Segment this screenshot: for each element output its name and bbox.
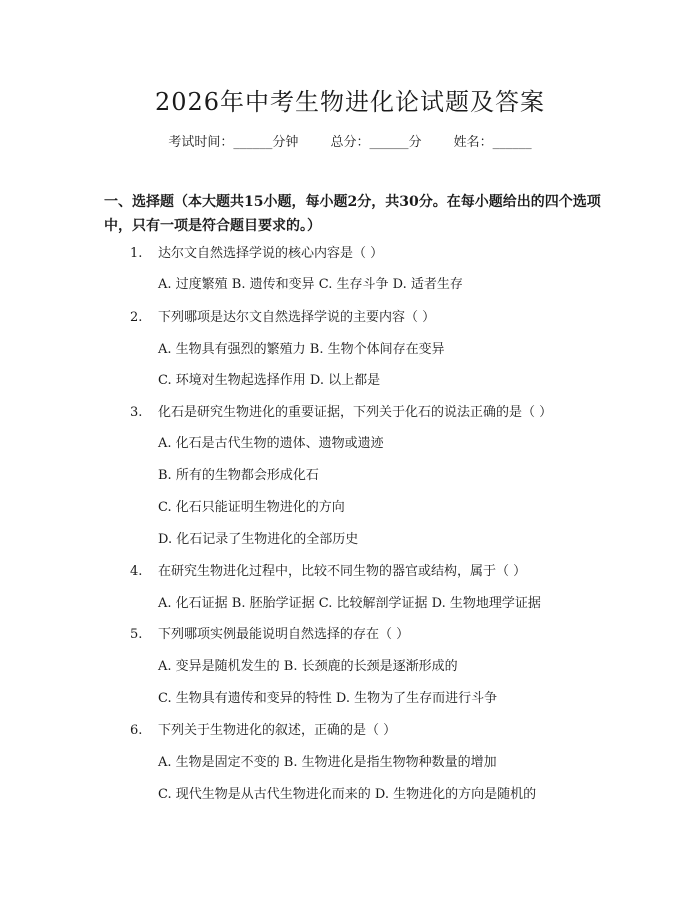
question-6 [130,722,396,740]
question-3-option-b: B. 所有的生物都会形成化石 [158,468,319,483]
student-name: 姓名：______ [453,135,532,150]
question-2 [130,309,435,327]
question-text: 在研究生物进化过程中，比较不同生物的器官或结构，属于（ ） [158,564,527,579]
question-text: 达尔文自然选择学说的核心内容是（ ） [158,246,384,261]
question-text: 下列关于生物进化的叙述，正确的是（ ） [158,723,397,738]
question-text: 下列哪项是达尔文自然选择学说的主要内容（ ） [158,310,436,325]
question-5 [130,626,409,644]
question-3 [130,404,552,422]
question-6-options-row-2: C. 现代生物是从古代生物进化而来的 D. 生物进化的方向是随机的 [158,787,537,802]
question-text: 化石是研究生物进化的重要证据，下列关于化石的说法正确的是（ ） [158,405,553,420]
question-5-options-row-1: A. 变异是随机发生的 B. 长颈鹿的长颈是逐渐形成的 [158,659,458,674]
exam-score: 总分：______分 [330,135,422,150]
question-number: 5. [130,627,143,642]
question-2-options-row-1: A. 生物具有强烈的繁殖力 B. 生物个体间存在变异 [158,342,445,357]
question-3-option-d: D. 化石记录了生物进化的全部历史 [158,532,359,547]
question-4-options: A. 化石证据 B. 胚胎学证据 C. 比较解剖学证据 D. 生物地理学证据 [158,596,541,611]
question-2-options-row-2: C. 环境对生物起选择作用 D. 以上都是 [158,373,381,388]
exam-title: 2026年中考生物进化论试题及答案 [154,88,546,116]
exam-time: 考试时间：______分钟 [168,135,299,150]
exam-meta [0,131,700,150]
question-3-option-a: A. 化石是古代生物的遗体、遗物或遗迹 [158,436,384,451]
question-6-options-row-1: A. 生物是固定不变的 B. 生物进化是指生物物种数量的增加 [158,755,497,770]
question-4 [130,563,526,581]
question-1-options: A. 过度繁殖 B. 遗传和变异 C. 生存斗争 D. 适者生存 [158,277,463,292]
question-5-options-row-2: C. 生物具有遗传和变异的特性 D. 生物为了生存而进行斗争 [158,691,498,706]
question-number: 2. [130,310,143,325]
question-number: 1. [130,246,143,261]
question-number: 3. [130,405,143,420]
question-number: 6. [130,723,143,738]
question-1 [130,245,383,263]
section-heading: 一、选择题（本大题共15小题，每小题2分，共30分。在每小题给出的四个选项中，只有一项是符合题目要求的。） [104,194,601,234]
question-number: 4. [130,564,143,579]
question-3-option-c: C. 化石只能证明生物进化的方向 [158,500,345,515]
question-text: 下列哪项实例最能说明自然选择的存在（ ） [158,627,410,642]
